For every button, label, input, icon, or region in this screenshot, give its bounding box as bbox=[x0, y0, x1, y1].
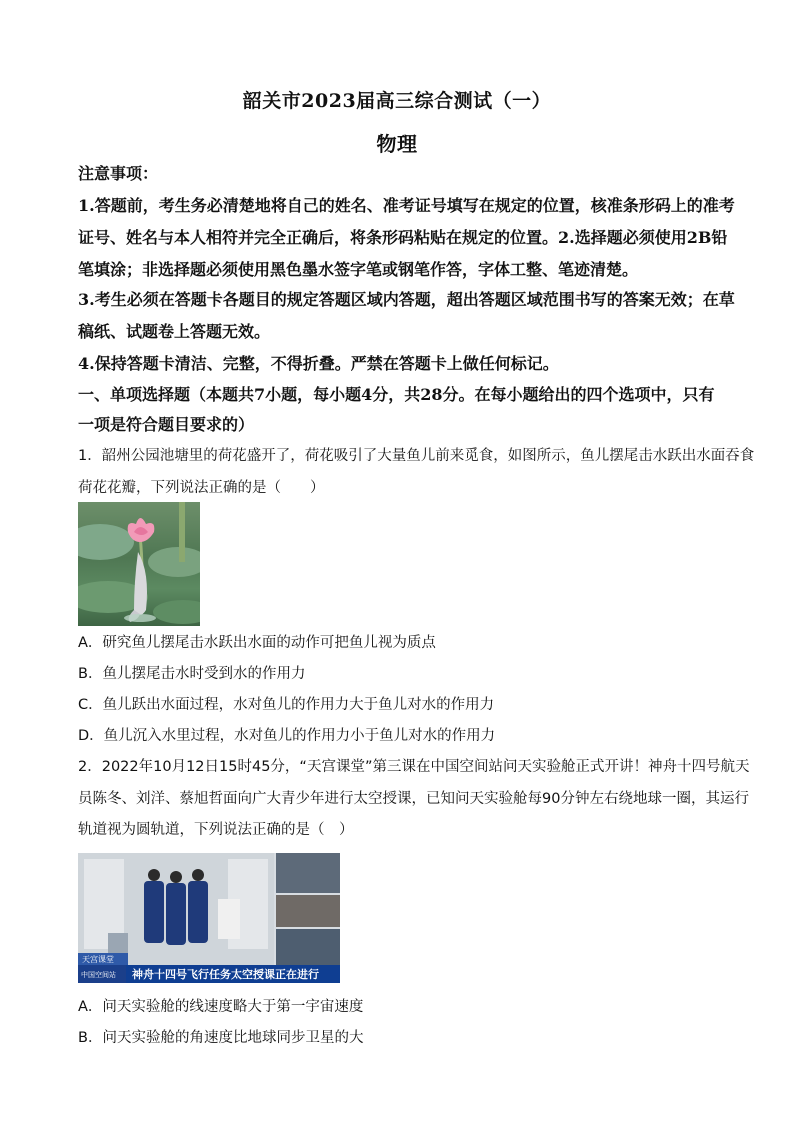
section-heading-cont: 一项是符合题目要求的） bbox=[78, 415, 255, 434]
notes-line: 4.保持答题卡清洁、完整，不得折叠。严禁在答题卡上做任何标记。 bbox=[78, 354, 559, 373]
q2-stem: 员陈冬、刘洋、蔡旭哲面向广大青少年进行太空授课，已知问天实验舱每90分钟左右绕地球一圈，其运行 bbox=[78, 791, 749, 807]
q2-stem: 轨道视为圆轨道，下列说法正确的是（ ） bbox=[78, 822, 354, 838]
q2-option-a: A．问天实验舱的线速度略大于第一宇宙速度 bbox=[78, 999, 364, 1015]
space-lecture-photo bbox=[78, 853, 340, 983]
space-lecture-illustration bbox=[78, 853, 340, 983]
section-heading: 一、单项选择题（本题共7小题，每小题4分，共28分。在每小题给出的四个选项中，只有 bbox=[78, 385, 715, 404]
q2-stem: 2．2022年10月12日15时45分，“天宫课堂”第三课在中国空间站问天实验舱正式开讲！神舟十四号航天 bbox=[78, 759, 750, 775]
subject-title: 物理 bbox=[376, 132, 418, 156]
lotus-fish-illustration bbox=[78, 502, 200, 626]
lotus-fish-photo bbox=[78, 502, 200, 626]
q1-stem: 荷花花瓣，下列说法正确的是（ ） bbox=[78, 480, 325, 496]
notes-line: 3.考生必须在答题卡各题目的规定答题区域内答题，超出答题区域范围书写的答案无效；在草 bbox=[78, 290, 735, 309]
q1-option-b: B．鱼儿摆尾击水时受到水的作用力 bbox=[78, 666, 306, 682]
tag-space-station: 中国空间站 bbox=[81, 971, 116, 979]
tag-tiangong-classroom: 天宫课堂 bbox=[82, 955, 114, 964]
notes-heading: 注意事项： bbox=[78, 164, 159, 183]
exam-title: 韶关市2023届高三综合测试（一） bbox=[242, 90, 552, 112]
notes-line: 笔填涂；非选择题必须使用黑色墨水签字笔或钢笔作答，字体工整、笔迹清楚。 bbox=[78, 260, 639, 279]
q2-option-b: B．问天实验舱的角速度比地球同步卫星的大 bbox=[78, 1030, 364, 1046]
notes-line: 稿纸、试题卷上答题无效。 bbox=[78, 322, 271, 341]
q1-option-c: C．鱼儿跃出水面过程，水对鱼儿的作用力大于鱼儿对水的作用力 bbox=[78, 697, 495, 713]
notes-line: 1.答题前，考生务必清楚地将自己的姓名、准考证号填写在规定的位置，核准条形码上的准考 bbox=[78, 196, 735, 215]
q1-option-d: D．鱼儿沉入水里过程，水对鱼儿的作用力小于鱼儿对水的作用力 bbox=[78, 728, 496, 744]
q1-stem: 1．韶州公园池塘里的荷花盛开了，荷花吸引了大量鱼儿前来觅食，如图所示，鱼儿摆尾击水跃出水面吞食 bbox=[78, 448, 755, 464]
notes-line: 证号、姓名与本人相符并完全正确后，将条形码粘贴在规定的位置。2.选择题必须使用2B铅 bbox=[78, 228, 728, 247]
lecture-caption: 神舟十四号飞行任务太空授课正在进行 bbox=[132, 968, 319, 981]
q1-option-a: A．研究鱼儿摆尾击水跃出水面的动作可把鱼儿视为质点 bbox=[78, 635, 436, 651]
